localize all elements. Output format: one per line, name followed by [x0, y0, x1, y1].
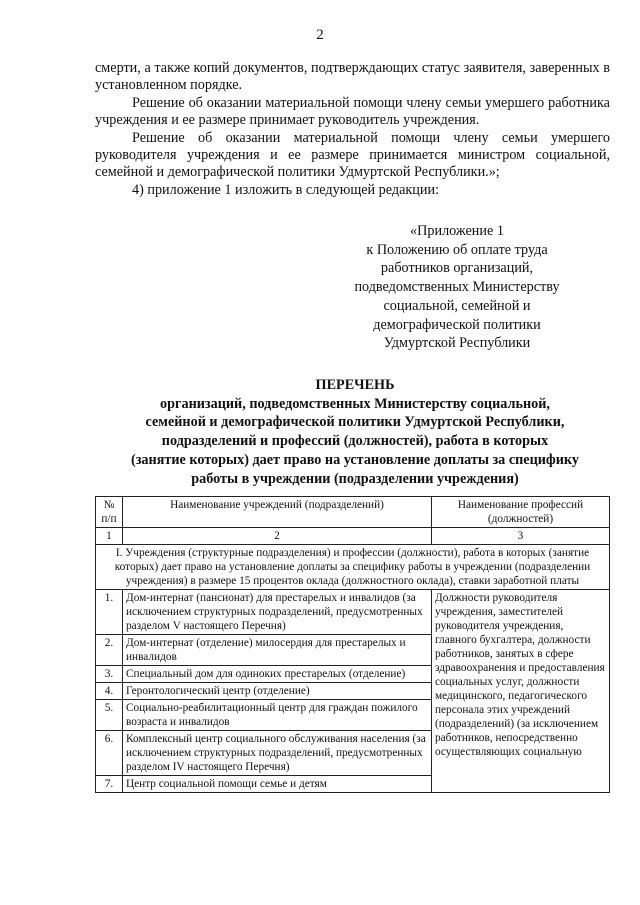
institution-name: Дом-интернат (отделение) милосердия для престарелых и инвалидов	[123, 635, 432, 666]
subtitle-line: организаций, подведомственных Министерству социальной,	[160, 395, 550, 412]
appendix-line: демографической политики	[373, 316, 541, 333]
row-number: 4.	[96, 683, 123, 700]
row-number: 3.	[96, 666, 123, 683]
institution-name: Дом-интернат (пансионат) для престарелых и инвалидов (за исключением структурных подразделений, предусмотренных разделом V настоящего Перечня)	[123, 590, 432, 635]
subtitle-line: подразделений и профессий (должностей), работа в которых	[161, 433, 549, 450]
paragraph-continuation: смерти, а также копий документов, подтверждающих статус заявителя, заверенных в установленном порядке.	[95, 60, 610, 94]
row-number: 7.	[96, 776, 123, 793]
institution-name: Геронтологический центр (отделение)	[123, 683, 432, 700]
subtitle-line: работы в учреждении (подразделении учреждения)	[191, 470, 519, 487]
row-number: 6.	[96, 731, 123, 776]
section-title: I. Учреждения (структурные подразделения) и профессии (должности), работа в которых (занятие которых) дает право на установление доплаты за специфику работы в учреждении (подразделении учреждения) в размере 15 процентов оклада (должностного оклада), ставки заработной платы	[96, 545, 610, 590]
title-main: ПЕРЕЧЕНЬ	[315, 377, 395, 393]
column-number: 2	[123, 528, 432, 545]
table-row	[96, 590, 610, 635]
header-institution: Наименование учреждений (подразделений)	[123, 497, 432, 528]
document-title	[90, 376, 620, 488]
paragraph-amendment: 4) приложение 1 изложить в следующей редакции:	[132, 181, 440, 198]
body-text	[95, 60, 610, 199]
institution-name: Комплексный центр социального обслуживания населения (за исключением структурных подразделений, предусмотренных разделом IV настоящего Перечня)	[123, 731, 432, 776]
institutions-table	[95, 496, 610, 793]
row-number: 1.	[96, 590, 123, 635]
appendix-line: подведомственных Министерству	[354, 279, 560, 296]
appendix-line: социальной, семейной и	[383, 297, 531, 314]
subtitle-line: (занятие которых) дает право на установление доплаты за специфику	[131, 451, 579, 468]
section-row	[96, 545, 610, 590]
institution-name: Центр социальной помощи семье и детям	[123, 776, 432, 793]
row-number: 2.	[96, 635, 123, 666]
appendix-line: работников организаций,	[380, 260, 534, 277]
header-profession: Наименование профессий (должностей)	[432, 497, 610, 528]
appendix-line: «Приложение 1	[410, 223, 504, 239]
table-header-row	[96, 497, 610, 528]
institution-name: Специальный дом для одиноких престарелых (отделение)	[123, 666, 432, 683]
column-number: 1	[96, 528, 123, 545]
subtitle-line: семейной и демографической политики Удмуртской Республики,	[145, 414, 565, 431]
column-number-row	[96, 528, 610, 545]
page-number: 2	[316, 27, 324, 43]
appendix-line: Удмуртской Республики	[383, 335, 531, 352]
profession-list: Должности руководителя учреждения, заместителей руководителя учреждения, главного бухгалтера, должности работников, занятых в сфере здравоохранения и предоставления социальных услуг, должности медицинского, педагогического персонала этих учреждений (подразделений) (за исключением работников, непосредственно осуществляющих социальную	[432, 590, 610, 793]
header-number: № п/п	[96, 497, 123, 528]
paragraph-decision-head: Решение об оказании материальной помощи члену семьи умершего руководителя учреждения и ее размере принимается министром социальной, семейной и демографической политики Удмуртской Республики.»;	[95, 129, 610, 181]
appendix-heading	[352, 222, 562, 353]
column-number: 3	[432, 528, 610, 545]
appendix-line: к Положению об оплате труда	[366, 241, 548, 258]
institution-name: Социально-реабилитационный центр для граждан пожилого возраста и инвалидов	[123, 700, 432, 731]
row-number: 5.	[96, 700, 123, 731]
paragraph-decision-employee: Решение об оказании материальной помощи члену семьи умершего работника учреждения и ее размере принимает руководитель учреждения.	[95, 94, 610, 129]
